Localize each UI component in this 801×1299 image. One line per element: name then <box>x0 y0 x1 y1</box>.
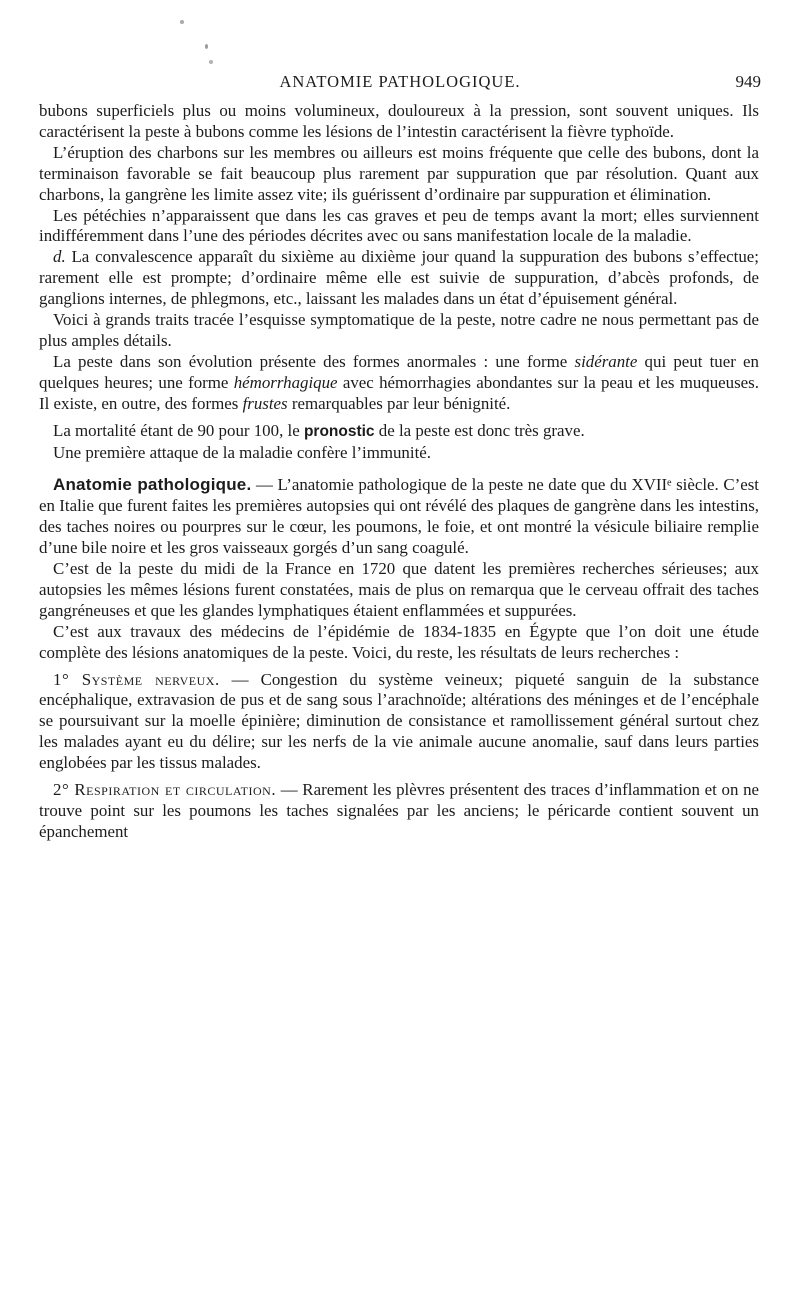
section-title: Anatomie pathologique. <box>53 475 252 495</box>
paragraph-text: La convalescence apparaît du sixième au dixième jour quand la suppuration des bubons s’effectue; rarement elle est prompte; d’ordinaire même elle est suivie de suppuration, d’abcès profonds, de ganglions internes, de phlegmons, etc., laissant les malades dans un état d’épuisement général. <box>39 247 759 309</box>
paragraph-text: — L’anatomie pathologique de la peste ne date que du XVIIᵉ siècle. C’est en Italie que furent faites les premières autopsies qui ont révélé des plaques de gangrène dans les intestins, des taches noires ou pourpres sur le cœur, les poumons, le foie, et ont montré la vésicule biliaire remplie d’une bile noire et les gros vaisseaux gorgés d’un sang coagulé. <box>39 475 759 558</box>
paragraph-text: — Congestion du système veineux; piqueté sanguin de la substance encéphalique, extravasion de pus et de sang sous l’arachnoïde; altérations des méninges et de l’encéphale se poursuivant sur la moelle épinière; diminution de consistance et ramollissement général surtout chez les malades ayant eu du délire; sur les nerfs de la vie animale aucune anomalie, sauf dans leurs parties englobées par les tissus malades. <box>39 669 759 773</box>
paragraph: bubons superficiels plus ou moins volumineux, douloureux à la pression, sont souvent uniques. Ils caractérisent la peste à bubons comme les lésions de l’intestin caractérisent la fièvre typhoïde. <box>39 101 759 141</box>
paragraph-text: qui peut tuer en quelques heures; une forme <box>39 351 759 392</box>
paragraph-text: remarquables par leur bénignité. <box>287 393 511 413</box>
term-pronostic: pronostic <box>303 422 375 440</box>
print-speck <box>205 44 208 49</box>
item-marker: d. <box>53 247 66 267</box>
page-number: 949 <box>735 72 761 91</box>
term-hemorrhagique: hémorrhagique <box>233 372 338 392</box>
page-header <box>39 72 761 102</box>
running-title: ANATOMIE PATHOLOGIQUE. <box>279 72 521 91</box>
paragraph-text: — Rarement les plèvres présentent des traces d’inflammation et on ne trouve point sur les poumons les taches signalées par les anciens; le péricarde contient souvent un épanchement <box>39 780 760 841</box>
paragraph: Une première attaque de la maladie confère l’immunité. <box>53 442 431 462</box>
subsection-title: 2° Respiration et circulation. <box>53 780 277 800</box>
term-frustes: frustes <box>242 393 288 413</box>
paragraph <box>39 421 759 443</box>
paragraph: C’est de la peste du midi de la France en 1720 que datent les premières recherches sérieuses; aux autopsies les mêmes lésions furent constatées, mais de plus on remarqua que le cerveau offrait des taches gangréneuses et que les glandes lymphatiques étaient enflammées et suppurées. <box>39 559 759 620</box>
paragraph <box>39 247 759 310</box>
print-speck <box>180 20 184 24</box>
paragraph: Les pétéchies n’apparaissent que dans les cas graves et peu de temps avant la mort; elles surviennent indifféremment dans l’une des périodes décrites avec ou sans manifestation locale de la maladie. <box>39 205 759 246</box>
paragraph <box>39 475 759 559</box>
paragraph-text: La mortalité étant de 90 pour 100, le <box>53 420 304 440</box>
paragraph-text: avec hémorrhagies abondantes sur la peau et les muqueuses. Il existe, en outre, des formes <box>39 372 759 413</box>
paragraph <box>39 352 759 415</box>
paragraph: C’est aux travaux des médecins de l’épidémie de 1834-1835 en Égypte que l’on doit une étude complète des lésions anatomiques de la peste. Voici, du reste, les résultats de leurs recherches : <box>39 621 759 662</box>
paragraph <box>39 780 759 843</box>
paragraph: Voici à grands traits tracée l’esquisse symptomatique de la peste, notre cadre ne nous permettant pas de plus amples détails. <box>39 310 759 350</box>
paragraph-text: La peste dans son évolution présente des formes anormales : une forme <box>53 351 575 371</box>
term-siderante: sidérante <box>574 351 638 371</box>
subsection-title: 1° Système nerveux. <box>53 669 220 689</box>
paragraph: L’éruption des charbons sur les membres ou ailleurs est moins fréquente que celle des bubons, dont la terminaison favorable se fait beaucoup plus rarement par suppuration que par résolution. Quant aux charbons, la gangrène les limite assez vite; ils guérissent d’ordinaire par suppuration et élimination. <box>39 142 759 204</box>
paragraph <box>39 670 759 775</box>
print-speck <box>209 60 213 64</box>
body-text <box>39 101 759 843</box>
paragraph-text: de la peste est donc très grave. <box>374 420 585 440</box>
